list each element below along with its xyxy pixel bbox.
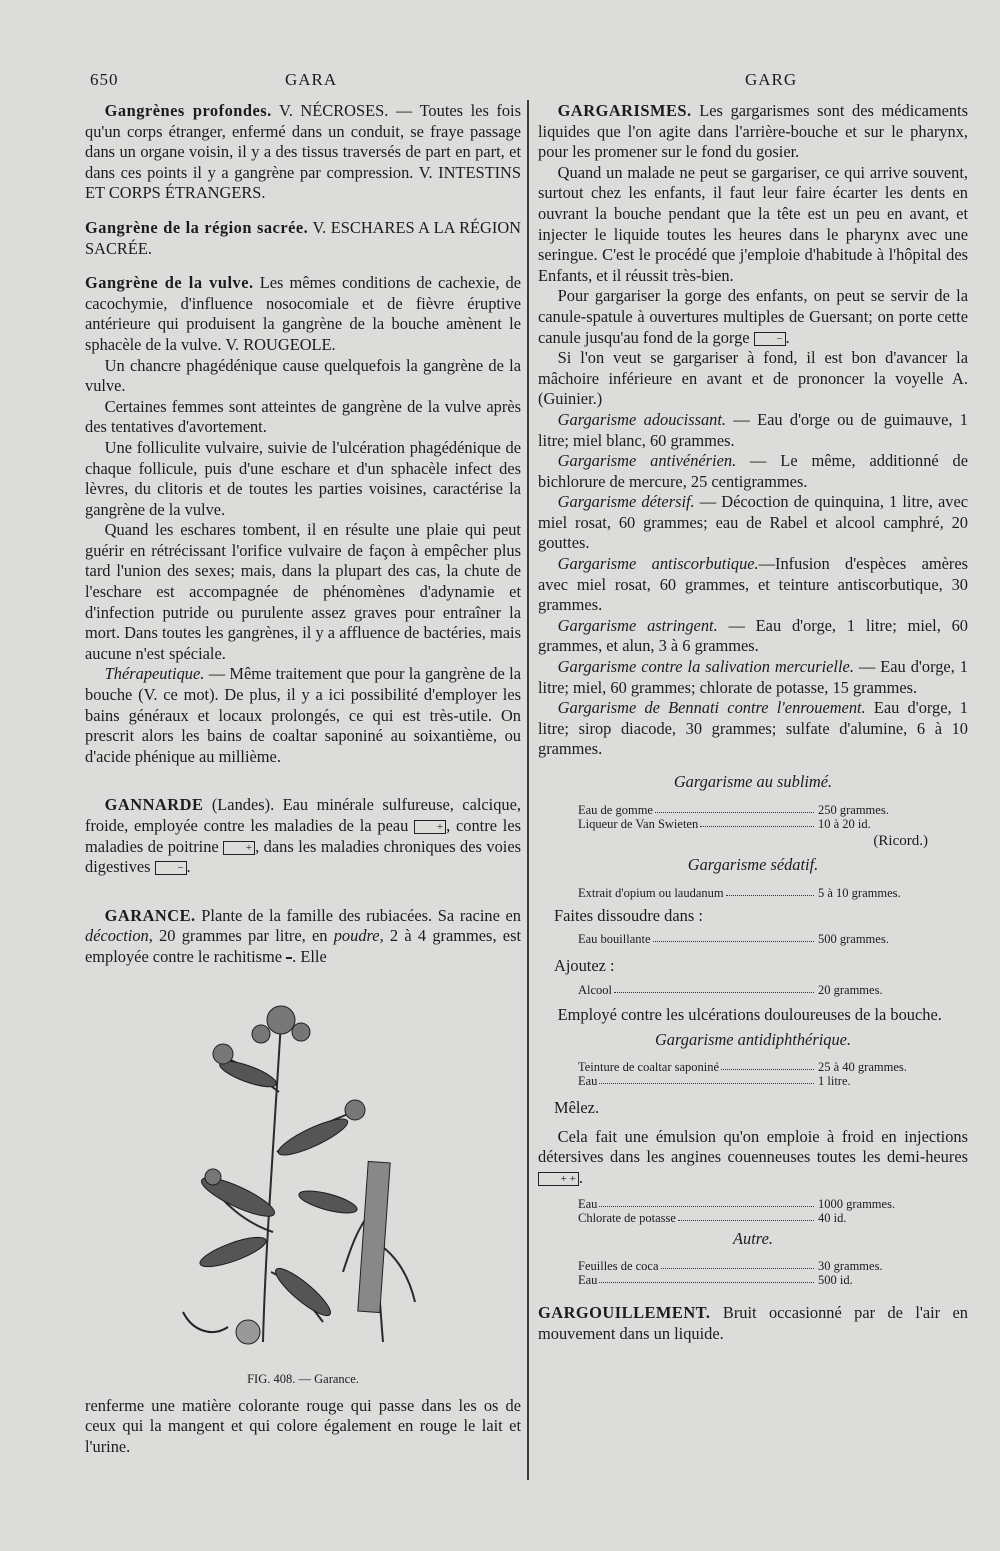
recipe-salivation: Gargarisme contre la salivation mercurielle. — Eau d'orge, 1 litre; miel, 60 grammes; chlorate de potasse, 15 grammes. [538, 657, 968, 697]
entry-gargarismes: GARGARISMES. Les gargarismes sont des médicaments liquides que l'on agite dans l'arrière-bouche et sur le pharynx, pour les promener sur le fond du gosier. [538, 101, 968, 162]
page-number: 650 [90, 70, 119, 89]
formula-line: Teinture de coaltar saponiné 25 à 40 grammes. [578, 1060, 907, 1075]
minus-box-icon: − [754, 332, 786, 346]
formula-title-antidiphtherique: Gargarisme antidiphthérique. [654, 1029, 852, 1049]
plus-box-icon: + [414, 820, 446, 834]
plus-box-icon: + [223, 841, 255, 855]
paragraph: renferme une matière colorante rouge qui passe dans les os de ceux qui la mangent et qui colore également en rouge le lait et l'urine. [85, 1395, 521, 1456]
recipe-antiscorbutique: Gargarisme antiscorbutique.—Infusion d'espèces amères avec miel rosat, 60 grammes, et teinture antiscorbutique, 30 grammes. [538, 554, 968, 615]
formula-line: Eau de gomme 250 grammes. [578, 802, 889, 817]
recipe-astringent: Gargarisme astringent. — Eau d'orge, 1 litre; miel, 60 grammes, et alun, 3 à 6 grammes. [538, 615, 968, 656]
recipe-antivenerien: Gargarisme antivénérien. — Le même, additionné de bichlorure de mercure, 25 centigrammes. [538, 451, 968, 491]
double-plus-box-icon: + + [538, 1172, 579, 1186]
formula-line: Extrait d'opium ou laudanum 5 à 10 grammes. [578, 885, 901, 900]
formula-line: Eau 1000 grammes. [578, 1196, 896, 1211]
left-column [85, 101, 521, 1458]
entry-gangrene-vulve: Gangrène de la vulve. Les mêmes conditions de cachexie, de cacochymie, d'influence nosocomiale et de fièvre éruptive antérieure qui produisent la gangrène de la bouche amènent le sphacèle de la vulve. V. ROUGEOLE. [85, 273, 522, 354]
figure-caption: FIG. 408. — Garance. [247, 1372, 359, 1387]
paragraph: Si l'on veut se gargariser à fond, il est bon d'avancer la mâchoire inférieure en avant et de prononcer la voyelle A. (Guinier.) [538, 348, 968, 409]
instruction: Faites dissoudre dans : [554, 905, 703, 925]
formula-title-sedatif: Gargarisme sédatif. [687, 855, 819, 875]
source-ricord: (Ricord.) [873, 832, 928, 849]
paragraph: Un chancre phagédénique cause quelquefois la gangrène de la vulve. [85, 355, 521, 396]
right-running-title: GARG [745, 70, 798, 89]
entry-gannarde: GANNARDE (Landes). Eau minérale sulfureuse, calcique, froide, employée contre les maladies de la peau + , contre les maladies de poitrine + , dans les maladies chroniques des voies digestives − . [85, 795, 521, 877]
entry-gangrene-region-sacree: Gangrène de la région sacrée. V. ESCHARES A LA RÉGION SACRÉE. [85, 217, 521, 258]
entry-garance: GARANCE. Plante de la famille des rubiacées. Sa racine en décoction, 20 grammes par litre, en poudre, 2 à 4 grammes, est employée contre le rachitisme . Elle [85, 905, 522, 966]
paragraph: Une folliculite vulvaire, suivie de l'ulcération phagédénique de chaque follicule, puis d'une eschare et d'un sphacèle infect des lèvres, du clitoris et de toutes les parties voisines, caractérise la gangrène de la vulve. [85, 437, 521, 519]
formula-title-sublime: Gargarisme au sublimé. [673, 772, 833, 791]
paragraph: Employé contre les ulcérations douloureuses de la bouche. [557, 1004, 942, 1024]
formula-line: Eau 1 litre. [578, 1074, 851, 1089]
formula-line: Eau bouillante 500 grammes. [578, 932, 889, 947]
formula-line: Liqueur de Van Swieten 10 à 20 id. [578, 816, 871, 831]
entry-gangrenes-profondes: Gangrènes profondes. V. NÉCROSES. — Toutes les fois qu'un corps étranger, enfermé dans un conduit, se fraye passage dans un organe voisin, il y a des tissus traversés de part en part, et dans ces points il y a gangrène par compression. V. INTESTINS ET CORPS ÉTRANGERS. [85, 101, 521, 203]
formula-line: Chlorate de potasse 40 id. [578, 1210, 847, 1225]
formula-line: Feuilles de coca 30 grammes. [578, 1259, 883, 1274]
minus-box-icon: − [155, 861, 187, 875]
instruction: Mêlez. [554, 1098, 600, 1118]
garance-illustration [85, 982, 521, 1390]
formula-title-autre: Autre. [733, 1228, 773, 1248]
recipe-bennati: Gargarisme de Bennati contre l'enrouement. Eau d'orge, 1 litre; sirop diacode, 30 grammes; sulfate d'alumine, 6 à 10 grammes. [538, 698, 968, 759]
recipe-detersif: Gargarisme détersif. — Décoction de quinquina, 1 litre, avec miel rosat, 60 grammes; eau de Rabel et alcool camphré, 20 gouttes. [538, 492, 968, 553]
paragraph: Quand un malade ne peut se gargariser, ce qui arrive souvent, surtout chez les enfants, il faut leur faire écarter les dents en ouvrant la bouche pendant que la tête est un peu en avant, et injecter le liquide toutes les heures dans le pharynx avec une seringue. C'est le procédé que j'emploie d'habitude à l'hôpital des Enfants, et il réussit très-bien. [538, 162, 968, 285]
therapeutique-paragraph: Thérapeutique. — Même traitement que pour la gangrène de la bouche (V. ce mot). De plus, il y a ici possibilité d'employer les bains généraux et locaux prolongés, ce qui est très-utile. On prescrit alors les bains de coaltar saponiné au soixantième, ou d'acide phénique au millième. [85, 664, 521, 766]
formula-line: Alcool 20 grammes. [578, 982, 883, 997]
entry-gargouillement: GARGOUILLEMENT. Bruit occasionné par de l'air en mouvement dans un liquide. [538, 1303, 968, 1343]
recipe-adoucissant: Gargarisme adoucissant. — Eau d'orge ou de guimauve, 1 litre; miel blanc, 60 grammes. [538, 409, 968, 450]
paragraph: Certaines femmes sont atteintes de gangrène de la vulve après des tentatives d'avortement. [85, 396, 521, 437]
paragraph: Quand les eschares tombent, il en résulte une plaie qui peut guérir en rétrécissant l'orifice vulvaire de façon à empêcher plus tard l'union des sexes; mais, dans la plupart des cas, la chute de l'eschare est accompagnée de phénomènes d'adynamie et d'infection putride ou purulente assez graves pour entraîner la mort. Dans toutes les gangrènes, il y a affluence de bactéries, mais aucune n'est spéciale. [85, 520, 521, 663]
column-divider [527, 100, 529, 1480]
paragraph: Cela fait une émulsion qu'on emploie à froid en injections détersives dans les angines couenneuses toutes les demi-heures + + . [538, 1126, 968, 1187]
paragraph: Pour gargariser la gorge des enfants, on peut se servir de la canule-spatule à ouvertures multiples de Guersant; on porte cette canule jusqu'au fond de la gorge − . [538, 286, 968, 347]
formula-line: Eau 500 id. [578, 1273, 853, 1288]
right-column [538, 101, 968, 1344]
left-running-title: GARA [285, 70, 338, 89]
instruction: Ajoutez : [554, 956, 615, 976]
